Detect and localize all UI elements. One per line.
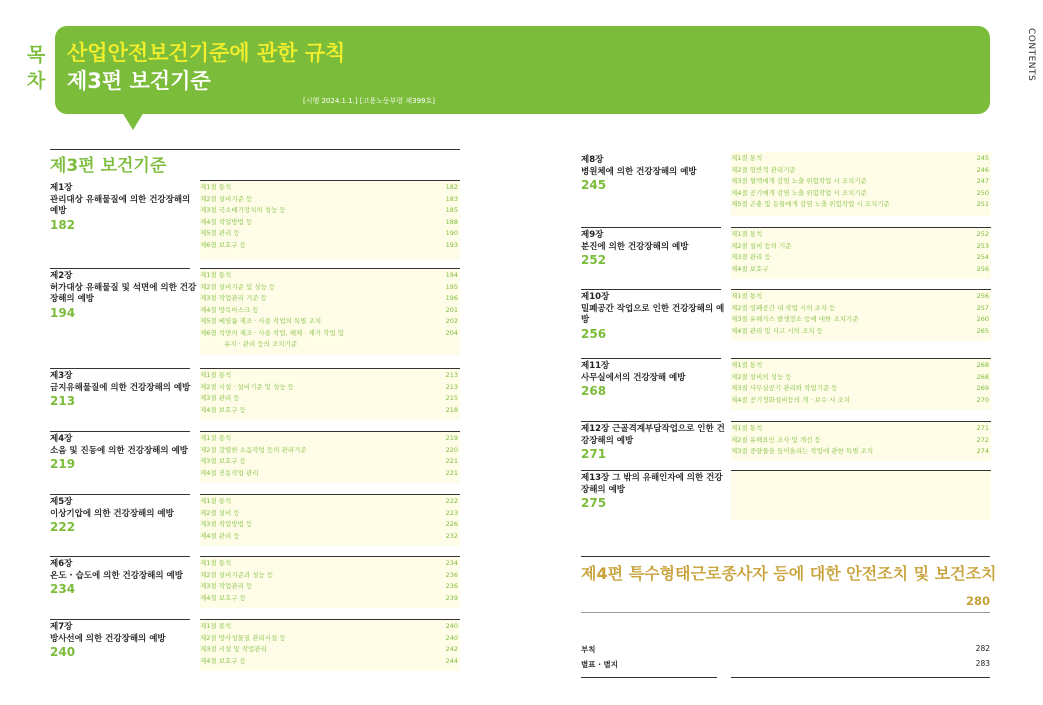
chapter-number: 제4장 <box>50 434 73 444</box>
section-item[interactable] <box>731 199 991 211</box>
section-box <box>200 268 460 355</box>
section-title: 제1절 통칙 <box>200 371 232 379</box>
section-page: 232 <box>445 531 458 540</box>
chapter-page: 252 <box>581 253 607 267</box>
section-item[interactable] <box>200 205 460 217</box>
section-page: 193 <box>445 240 458 249</box>
chapter-label <box>50 271 197 321</box>
chapter-label <box>50 622 197 660</box>
chapter-rule <box>50 431 190 432</box>
chapter-page: 213 <box>50 394 76 408</box>
chapter-label <box>50 434 197 472</box>
section-title: 제2절 유해요인 조사 및 개선 등 <box>731 435 821 444</box>
section-box <box>731 470 991 520</box>
section-item[interactable] <box>731 188 991 200</box>
chapter-rule <box>581 289 721 290</box>
section-title: 제4절 보호구 등 <box>200 405 246 414</box>
header-subtitle: 제3편 보건기준 <box>67 69 211 93</box>
section-title: 제4절 공기정화설비등의 개 · 보수 시 조치 <box>731 395 851 404</box>
extra-item-tables-forms[interactable] <box>581 659 990 670</box>
section-item[interactable] <box>200 456 460 468</box>
chapter-page: 256 <box>581 326 607 341</box>
section-page: 247 <box>976 177 989 185</box>
section-item[interactable] <box>731 165 991 177</box>
section-page: 220 <box>445 445 458 454</box>
section-page: 222 <box>445 497 458 505</box>
section-page: 221 <box>445 468 458 477</box>
chapter-label <box>581 292 728 342</box>
section-page: 245 <box>976 154 989 162</box>
section-title: 제2절 설비 등의 기준 <box>731 241 792 250</box>
section-title: 제2절 설비 등 <box>200 508 240 517</box>
chapter-title: 소음 및 진동에 의한 건강장해의 예방 <box>50 445 188 456</box>
section-page: 219 <box>445 434 458 442</box>
section-title: 제4절 진동작업 관리 <box>200 468 259 477</box>
section-page: 240 <box>445 633 458 642</box>
section-title: 제3절 관리 등 <box>731 253 771 261</box>
section-item[interactable] <box>200 282 460 294</box>
chapter-title: 밀폐공간 작업으로 인한 건강장해의 예방 <box>581 303 725 325</box>
section-item[interactable] <box>200 370 460 382</box>
chapter-rule <box>50 556 190 557</box>
section-page: 268 <box>976 361 989 369</box>
section-title: 제2절 설비기준 및 성능 등 <box>200 282 276 291</box>
section-title: 제2절 일반적 관리기준 <box>731 165 796 174</box>
section-item[interactable] <box>200 305 460 317</box>
section-title: 제1절 통칙 <box>200 434 232 442</box>
chapter-title: 제13장 그 밖의 유해인자에 의한 건강장해의 예방 <box>581 473 723 495</box>
contents-label: CONTENTS <box>1026 28 1036 82</box>
section-item[interactable] <box>731 252 991 264</box>
chapter-label <box>50 497 197 535</box>
section-title: 제2절 설비기준 등 <box>200 194 253 203</box>
section-item[interactable] <box>200 433 460 445</box>
chapter-page: 222 <box>50 520 76 534</box>
section-page: 236 <box>445 570 458 579</box>
part4-title[interactable]: 제4편 특수형태근로종사자 등에 대한 안전조치 및 보건조치 <box>581 564 997 583</box>
chapter-page: 234 <box>50 582 76 596</box>
section-box <box>200 556 460 608</box>
chapter-rule <box>581 358 721 359</box>
section-page: 218 <box>445 405 458 414</box>
section-title: 제1절 통칙 <box>731 154 763 162</box>
section-item[interactable] <box>200 270 460 282</box>
chapter-number: 제9장 <box>581 230 604 240</box>
section-title: 제6절 석면의 제조 · 사용 작업, 해체 · 제거 작업 및 <box>200 328 345 337</box>
chapter-rule <box>581 421 721 422</box>
section-item[interactable] <box>200 519 460 531</box>
section-title: 제1절 통칙 <box>200 497 232 505</box>
section-page: 183 <box>445 194 458 203</box>
section-title: 제4절 방독마스크 등 <box>200 305 259 314</box>
part4-page: 280 <box>965 594 990 608</box>
section-item[interactable] <box>200 531 460 543</box>
section-item[interactable] <box>200 293 460 305</box>
section-box <box>200 619 460 671</box>
section-title: 제4절 보호구 <box>731 264 769 273</box>
chapter-title: 관리대상 유해물질에 의한 건강장해의 예방 <box>50 194 191 216</box>
section-title: 제3절 유해가스 발생장소 등에 대한 조치기준 <box>731 315 859 323</box>
section-page: 271 <box>976 424 989 432</box>
section-page: 269 <box>976 384 989 392</box>
section-title: 제4절 작업방법 등 <box>200 217 253 226</box>
chapter-rule <box>50 494 190 495</box>
section-box <box>731 358 991 410</box>
chapter-title: 사무실에서의 건강장해 예방 <box>581 372 686 383</box>
section-page: 268 <box>976 372 989 381</box>
section-title: 유지 · 관리 등의 조치기준 <box>224 340 298 348</box>
section-title: 제2절 강렬한 소음작업 등의 관리기준 <box>200 445 307 454</box>
section-box <box>731 421 991 461</box>
section-box <box>731 289 991 341</box>
extras-rule <box>581 612 990 613</box>
section-title: 제1절 통칙 <box>200 622 232 630</box>
chapter-title: 병원체에 의한 건강장해의 예방 <box>581 166 697 177</box>
chapter-title: 금지유해물질에 의한 건강장해의 예방 <box>50 382 191 393</box>
section-title: 제3절 작업방법 등 <box>200 520 253 528</box>
extra-page: 282 <box>975 644 990 653</box>
chapter-page: 245 <box>581 178 607 192</box>
section-item[interactable] <box>731 383 991 395</box>
section-title: 제4절 보호구 등 <box>200 593 246 602</box>
section-box <box>200 368 460 420</box>
header-note: [시행 2024.1.1.] [고용노동부령 제399호] <box>303 97 435 105</box>
section-page: 215 <box>445 394 458 402</box>
section-title: 제3절 작업관리 등 <box>200 582 253 590</box>
section-title: 제5절 관리 등 <box>200 229 240 237</box>
section-item[interactable] <box>200 339 460 351</box>
section-title: 제3절 보호구 등 <box>200 457 246 465</box>
chapter-page: 219 <box>50 457 76 471</box>
section-title: 제4절 공기매개 감염 노출 위험작업 시 조치기준 <box>731 188 867 197</box>
section-title: 제3절 시설 및 작업관리 <box>200 645 267 653</box>
section-title: 제3절 국소배기장치의 성능 등 <box>200 206 286 214</box>
section-item[interactable] <box>200 621 460 633</box>
section-page: 236 <box>445 582 458 590</box>
section-item[interactable] <box>200 593 460 605</box>
section-item[interactable] <box>731 264 991 276</box>
section-box <box>731 227 991 279</box>
section-page: 270 <box>976 395 989 404</box>
section-item[interactable] <box>200 570 460 582</box>
chapter-label <box>581 473 728 511</box>
chapter-label <box>50 371 197 409</box>
chapter-number: 제8장 <box>581 155 604 165</box>
section-page: 242 <box>445 645 458 653</box>
section-page: 244 <box>445 656 458 665</box>
section-box <box>200 180 460 260</box>
chapter-page: 182 <box>50 217 76 232</box>
section-title: 제3절 관리 등 <box>200 394 240 402</box>
extra-item-appendix[interactable] <box>581 644 990 655</box>
section-page: 182 <box>445 183 458 191</box>
section-item[interactable] <box>200 194 460 206</box>
section-page: 194 <box>445 271 458 279</box>
chapter-label <box>581 230 728 268</box>
chapter-title: 방사선에 의한 건강장해의 예방 <box>50 633 166 644</box>
section-title: 제3절 중량물을 들어올리는 작업에 관한 특별 조치 <box>731 447 874 455</box>
section-item[interactable] <box>200 382 460 394</box>
section-item[interactable] <box>200 445 460 457</box>
section-item[interactable] <box>731 291 991 303</box>
toc-mark-char: 차 <box>26 70 46 92</box>
section-page: 226 <box>445 520 458 528</box>
section-item[interactable] <box>200 508 460 520</box>
section-item[interactable] <box>200 393 460 405</box>
header-notch <box>122 112 144 130</box>
section-page: 223 <box>445 508 458 517</box>
section-title: 제3절 작업관리 기준 등 <box>200 294 267 302</box>
chapter-number: 제5장 <box>50 497 73 507</box>
section-item[interactable] <box>731 176 991 188</box>
section-item[interactable] <box>731 314 991 326</box>
section-page: 253 <box>976 241 989 250</box>
part4-rule <box>581 556 990 557</box>
section-page: 272 <box>976 435 989 444</box>
chapter-number: 제6장 <box>50 559 73 569</box>
chapter-rule <box>50 268 190 269</box>
part3-top-rule <box>50 149 460 150</box>
section-title: 제1절 통칙 <box>731 361 763 369</box>
chapter-number: 제10장 <box>581 292 610 302</box>
section-page: 274 <box>976 447 989 455</box>
section-title: 제2절 설비의 성능 등 <box>731 372 792 381</box>
chapter-rule <box>50 619 190 620</box>
section-item[interactable] <box>200 405 460 417</box>
chapter-label <box>581 424 728 462</box>
section-box <box>200 431 460 483</box>
section-page: 190 <box>445 229 458 237</box>
section-item[interactable] <box>731 229 991 241</box>
section-title: 제3절 혈액매개 감염 노출 위험작업 시 조치기준 <box>731 177 867 185</box>
section-page: 256 <box>976 292 989 300</box>
chapter-title: 제12장 근골격계부담작업으로 인한 건강장해의 예방 <box>581 424 725 446</box>
section-item[interactable] <box>200 656 460 668</box>
section-page: 201 <box>445 305 458 314</box>
section-item[interactable] <box>731 395 991 407</box>
section-page: 234 <box>445 559 458 567</box>
chapter-page: 271 <box>581 447 607 461</box>
section-title: 제4절 보호구 등 <box>200 656 246 665</box>
section-page: 188 <box>445 217 458 226</box>
section-page: 260 <box>976 315 989 323</box>
section-box <box>731 152 991 216</box>
extra-label: 부칙 <box>581 645 596 654</box>
section-title: 제4절 관리 등 <box>200 531 240 540</box>
section-item[interactable] <box>731 435 991 447</box>
section-page: 195 <box>445 282 458 291</box>
chapter-title: 허가대상 유해물질 및 석면에 의한 건강장해의 예방 <box>50 282 197 304</box>
chapter-page: 194 <box>50 305 76 320</box>
section-item[interactable] <box>731 326 991 338</box>
section-title: 제2절 방사성물질 관리시설 등 <box>200 633 286 642</box>
section-page: 251 <box>976 200 989 208</box>
section-page: 196 <box>445 294 458 302</box>
chapter-number: 제7장 <box>50 622 73 632</box>
section-page: 240 <box>445 622 458 630</box>
section-page: 213 <box>445 371 458 379</box>
header-title: 산업안전보건기준에 관한 규칙 <box>67 41 346 65</box>
section-title: 제5절 곤충 및 동물매개 감염 노출 위험작업 시 조치기준 <box>731 200 890 208</box>
extra-page: 283 <box>975 659 990 668</box>
chapter-rule <box>581 470 721 471</box>
section-item[interactable] <box>731 423 991 435</box>
section-page: 221 <box>445 457 458 465</box>
section-item[interactable] <box>200 240 460 252</box>
chapter-title: 분진에 의한 건강장해의 예방 <box>581 241 689 252</box>
section-item[interactable] <box>731 153 991 165</box>
section-item[interactable] <box>200 644 460 656</box>
part3-title: 제3편 보건기준 <box>50 156 167 176</box>
chapter-rule <box>50 368 190 369</box>
section-page: 265 <box>976 326 989 335</box>
section-item[interactable] <box>731 446 991 458</box>
section-page: 250 <box>976 188 989 197</box>
section-box <box>200 494 460 546</box>
section-page: 246 <box>976 165 989 174</box>
section-title: 제1절 통칙 <box>200 183 232 191</box>
section-title: 제2절 설비기준과 성능 등 <box>200 570 274 579</box>
section-page: 213 <box>445 382 458 391</box>
chapter-label <box>50 183 197 233</box>
chapter-number: 제1장 <box>50 183 73 193</box>
toc-mark-char: 목 <box>26 44 46 66</box>
section-title: 제4절 관리 및 사고 시의 조치 등 <box>731 326 823 335</box>
section-page: 239 <box>445 593 458 602</box>
section-item[interactable] <box>200 328 460 340</box>
section-page: 185 <box>445 206 458 214</box>
section-title: 제3절 사무실공기 관리와 작업기준 등 <box>731 384 838 392</box>
section-title: 제1절 통칙 <box>731 230 763 238</box>
section-item[interactable] <box>200 217 460 229</box>
section-title: 제2절 시설 · 설비기준 및 성능 등 <box>200 382 294 391</box>
section-title: 제1절 통칙 <box>200 559 232 567</box>
section-title: 제2절 밀폐공간 내 작업 시의 조치 등 <box>731 303 836 312</box>
section-title: 제6절 보호구 등 <box>200 240 246 249</box>
section-page: 204 <box>445 328 458 337</box>
section-item[interactable] <box>200 558 460 570</box>
section-item[interactable] <box>731 360 991 372</box>
chapter-page: 275 <box>581 496 607 510</box>
section-item[interactable] <box>200 182 460 194</box>
chapter-title: 온도 · 습도에 의한 건강장해의 예방 <box>50 570 183 581</box>
chapter-number: 제2장 <box>50 271 73 281</box>
section-item[interactable] <box>200 496 460 508</box>
section-item[interactable] <box>200 316 460 328</box>
section-item[interactable] <box>200 228 460 240</box>
chapter-number: 제3장 <box>50 371 73 381</box>
bottom-rule <box>731 677 990 678</box>
chapter-rule <box>581 227 721 228</box>
section-page: 254 <box>976 253 989 261</box>
section-page: 202 <box>445 317 458 325</box>
section-item[interactable] <box>200 468 460 480</box>
chapter-label <box>581 155 728 193</box>
bottom-rule <box>581 677 717 678</box>
section-page: 257 <box>976 303 989 312</box>
section-item[interactable] <box>200 633 460 645</box>
section-title: 제5절 베릴륨 제조 · 사용 작업의 특별 조치 <box>200 317 322 325</box>
chapter-label <box>50 559 197 597</box>
section-page: 252 <box>976 230 989 238</box>
section-item[interactable] <box>731 303 991 315</box>
extra-label: 별표 · 별지 <box>581 660 619 669</box>
section-title: 제1절 통칙 <box>200 271 232 279</box>
section-item[interactable] <box>200 581 460 593</box>
section-item[interactable] <box>731 241 991 253</box>
chapter-number: 제11장 <box>581 361 610 371</box>
chapter-page: 240 <box>50 645 76 659</box>
toc-mark <box>24 42 48 94</box>
section-page: 256 <box>976 264 989 273</box>
chapter-label <box>581 361 728 399</box>
section-item[interactable] <box>731 372 991 384</box>
chapter-title: 이상기압에 의한 건강장해의 예방 <box>50 508 174 519</box>
section-title: 제1절 통칙 <box>731 424 763 432</box>
chapter-page: 268 <box>581 384 607 398</box>
section-title: 제1절 통칙 <box>731 292 763 300</box>
